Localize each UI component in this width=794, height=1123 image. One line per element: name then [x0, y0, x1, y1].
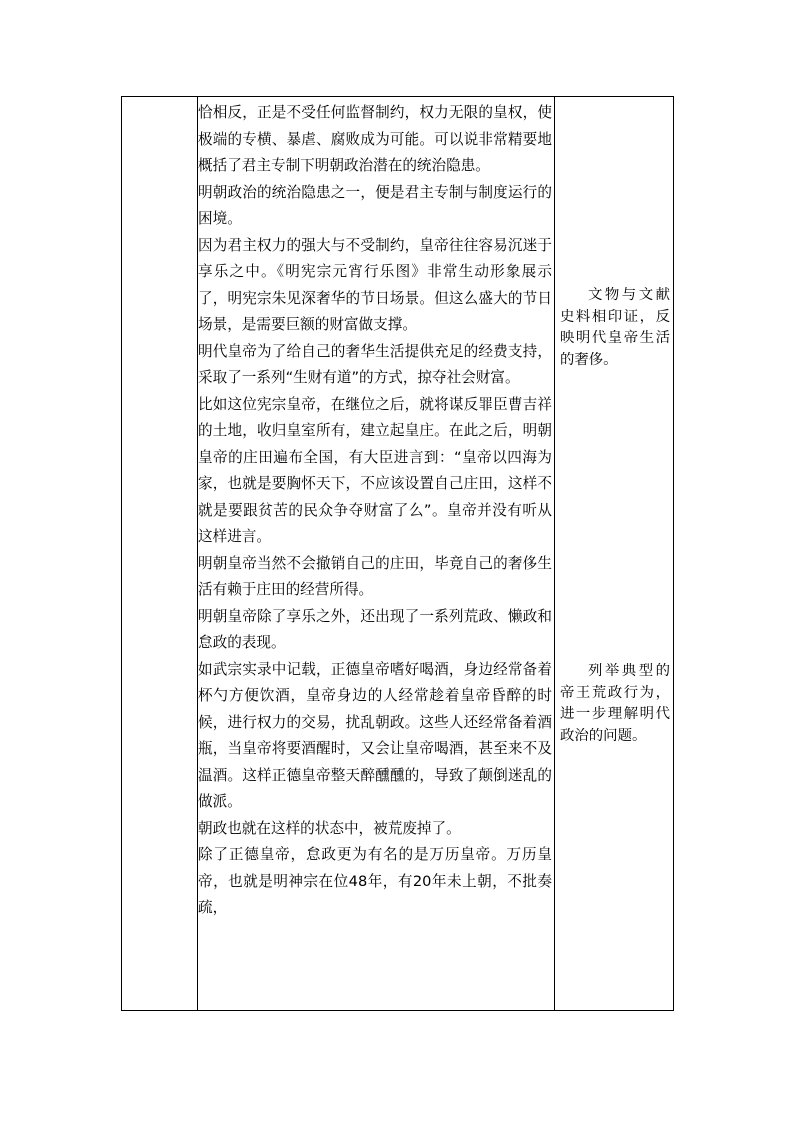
table-row	[122, 97, 674, 1011]
content-cell	[198, 97, 555, 1011]
paragraph-6: 明朝皇帝当然不会撤销自己的庄田，毕竟自己的奢侈生活有赖于庄田的经营所得。	[198, 554, 552, 598]
design-note-1: 文物与文献史料相印证，反映明代皇帝生活的奢侈。	[560, 287, 670, 368]
design-note-2: 列举典型的帝王荒政行为，进一步理解明代政治的问题。	[560, 663, 670, 744]
paragraph-1: 恰相反，正是不受任何监督制约，权力无限的皇权，使极端的专横、暴虐、腐败成为可能。可以说非常精要地概括了君主专制下明朝政治潜在的统治隐患。	[198, 104, 552, 174]
paragraph-2: 明朝政治的统治隐患之一，便是君主专制与制度运行的困境。	[198, 183, 552, 227]
paragraph-9: 朝政也就在这样的状态中，被荒废掉了。	[198, 819, 461, 837]
paragraph-5: 比如这位宪宗皇帝，在继位之后，就将谋反罪臣曹吉祥的土地，收归皇室所有，建立起皇庄。在此之后，明朝皇帝的庄田遍布全国，有大臣进言到：“皇帝以四海为家，也就是要胸怀天下，不应该设置自己庄田，这样不就是要跟贫苦的民众争夺财富了么”。皇帝并没有听从这样进言。	[198, 395, 552, 545]
paragraph-7: 明朝皇帝除了享乐之外，还出现了一系列荒政、懒政和怠政的表现。	[198, 607, 552, 651]
notes-cell	[555, 97, 674, 1011]
paragraph-3: 因为君主权力的强大与不受制约，皇帝往往容易沉迷于享乐之中。《明宪宗元宵行乐图》非常生动形象展示了，明宪宗朱见深奢华的节日场景。但这么盛大的节日场景，是需要巨额的财富做支撑。	[198, 236, 552, 333]
lesson-table	[121, 96, 674, 1011]
paragraph-8: 如武宗实录中记载，正德皇帝嗜好喝酒，身边经常备着杯勺方便饮酒，皇帝身边的人经常趁着皇帝昏醉的时候，进行权力的交易，扰乱朝政。这些人还经常备着酒瓶，当皇帝将要酒醒时，又会让皇帝喝酒，甚至来不及温酒。这样正德皇帝整天醉醺醺的，导致了颠倒迷乱的做派。	[198, 660, 552, 810]
paragraph-4: 明代皇帝为了给自己的奢华生活提供充足的经费支持，采取了一系列“生财有道”的方式，掠夺社会财富。	[198, 342, 552, 386]
content-body	[198, 97, 554, 922]
left-empty-cell	[122, 97, 198, 1011]
paragraph-10: 除了正德皇帝，怠政更为有名的是万历皇帝。万历皇帝，也就是明神宗在位48年，有20年未上朝，不批奏疏，	[198, 846, 552, 916]
